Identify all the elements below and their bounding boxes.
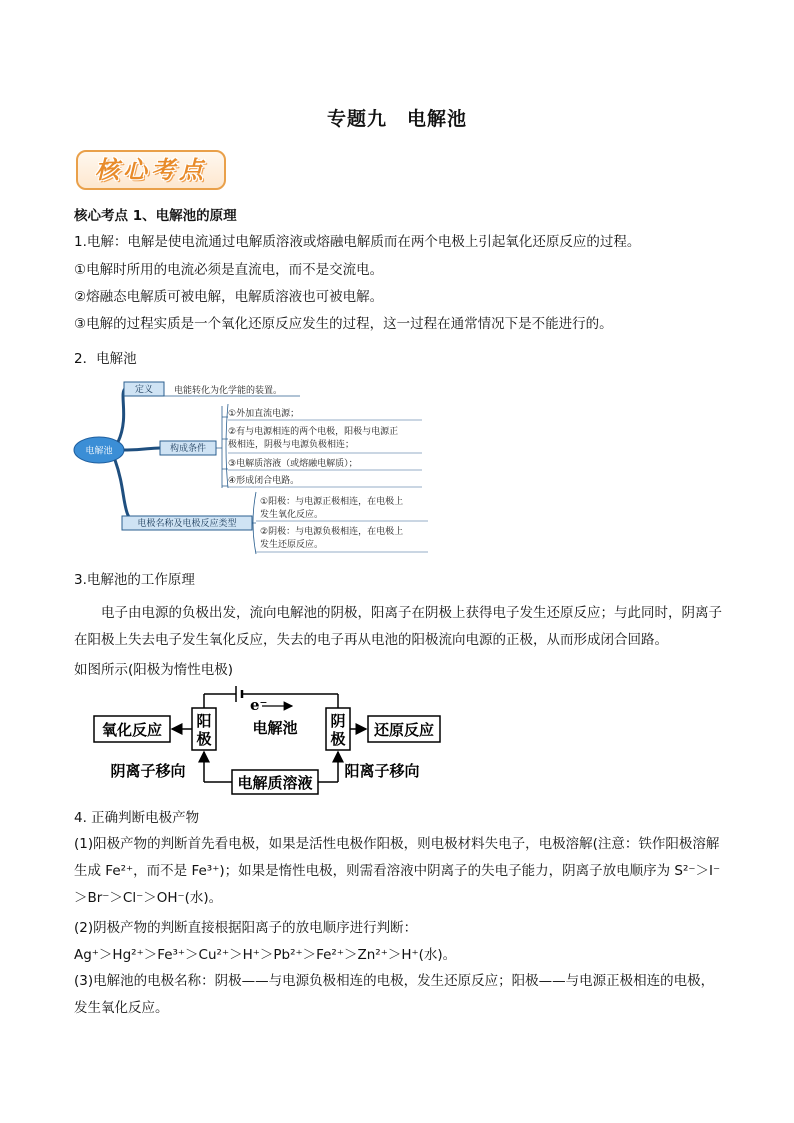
mindmap-cond-2a: ②有与电源相连的两个电极，阳极与电源正 (228, 427, 399, 437)
section4-para4: (3)电解池的电极名称：阴极——与电源负极相连的电极，发生还原反应；阳极——与电源正极相连的电极，发生氧化反应。 (74, 973, 715, 1016)
cathode-label-1: 阴 (330, 712, 346, 730)
cathode-label-2: 极 (330, 730, 346, 748)
mindmap-cond-2b: 极相连，阴极与电源负极相连； (228, 440, 355, 450)
reduction-label: 还原反应 (373, 721, 435, 739)
anode-label-2: 极 (196, 730, 212, 748)
mindmap-root-text: 电解池 (85, 446, 113, 457)
section1-line4: ③电解的过程实质是一个氧化还原反应发生的过程，这一过程在通常情况下是不能进行的。 (74, 316, 613, 332)
section1-line1: 1.电解：电解是使电流通过电解质溶液或熔融电解质而在两个电极上引起氧化还原反应的过程。 (74, 234, 641, 250)
mindmap-cond-1: ①外加直流电源； (228, 409, 300, 419)
mindmap-cond-4: ④形成闭合电路。 (228, 476, 300, 486)
mindmap-label-definition: 定义 (134, 385, 154, 395)
mindmap-branch-line-2 (124, 448, 160, 450)
section4-para3: Ag⁺＞Hg²⁺＞Fe³⁺＞Cu²⁺＞H⁺＞Pb²⁺＞Fe²⁺＞Zn²⁺＞H⁺(水)。 (74, 947, 457, 963)
core-points-badge: 核心考点 (76, 150, 226, 190)
mindmap-elec-1b: 发生氧化反应。 (260, 510, 324, 520)
electron-label: e⁻ (250, 696, 268, 714)
mindmap-elec-2a: ②阴极：与电源负极相连，在电极上 (260, 527, 404, 537)
mindmap-label-conditions: 构成条件 (169, 444, 207, 454)
mindmap-diagram (70, 376, 440, 560)
section4-para1: (1)阳极产物的判断首先看电极，如果是活性电极作阳极，则电极材料失电子，电极溶解(注意：铁作阳极溶解生成 Fe²⁺，而不是 Fe³⁺)；如果是惰性电极，则需看溶液中阴离子的失电子能力，阴离子放电顺序为 S²⁻＞I⁻＞Br⁻＞Cl⁻＞OH⁻(水)。 (74, 836, 721, 906)
mindmap-branch-line-3 (115, 460, 188, 524)
section1-heading: 核心考点 1、电解池的原理 (74, 208, 237, 224)
anode-label-1: 阳 (196, 712, 212, 730)
section2-heading: 2．电解池 (74, 351, 137, 367)
section4-heading: 4. 正确判断电极产物 (74, 810, 200, 826)
cell-label: 电解池 (252, 719, 298, 737)
section3-heading: 3.电解池的工作原理 (74, 572, 195, 588)
section1-line2: ①电解时所用的电流必须是直流电，而不是交流电。 (74, 262, 384, 278)
mindmap-elec-2b: 发生还原反应。 (260, 540, 324, 550)
mindmap-elec-1a: ①阳极：与电源正极相连，在电极上 (260, 497, 404, 507)
page-title: 专题九 电解池 (326, 108, 467, 130)
section1-line3: ②熔融态电解质可被电解，电解质溶液也可被电解。 (74, 289, 384, 305)
oxidation-label: 氧化反应 (101, 721, 163, 739)
mindmap-definition-text: 电能转化为化学能的装置。 (174, 386, 283, 396)
electrolysis-diagram (90, 684, 450, 796)
anion-migration-label: 阴离子移向 (110, 762, 186, 780)
section3-paragraph: 电子由电源的负极出发，流向电解池的阴极，阳离子在阴极上获得电子发生还原反应；与此同时，阴离子在阳极上失去电子发生氧化反应，失去的电子再从电池的阳极流向电源的正极，从而形成闭合回路。 (74, 605, 722, 648)
section3-caption: 如图所示(阳极为惰性电极) (74, 662, 234, 678)
mindmap-cond-3: ③电解质溶液（或熔融电解质）； (228, 459, 358, 469)
mindmap-label-electrodes: 电极名称及电极反应类型 (137, 519, 237, 529)
cation-migration-label: 阳离子移向 (344, 762, 420, 780)
section4-para2: (2)阴极产物的判断直接根据阳离子的放电顺序进行判断： (74, 920, 418, 936)
electrolyte-label: 电解质溶液 (237, 774, 313, 792)
